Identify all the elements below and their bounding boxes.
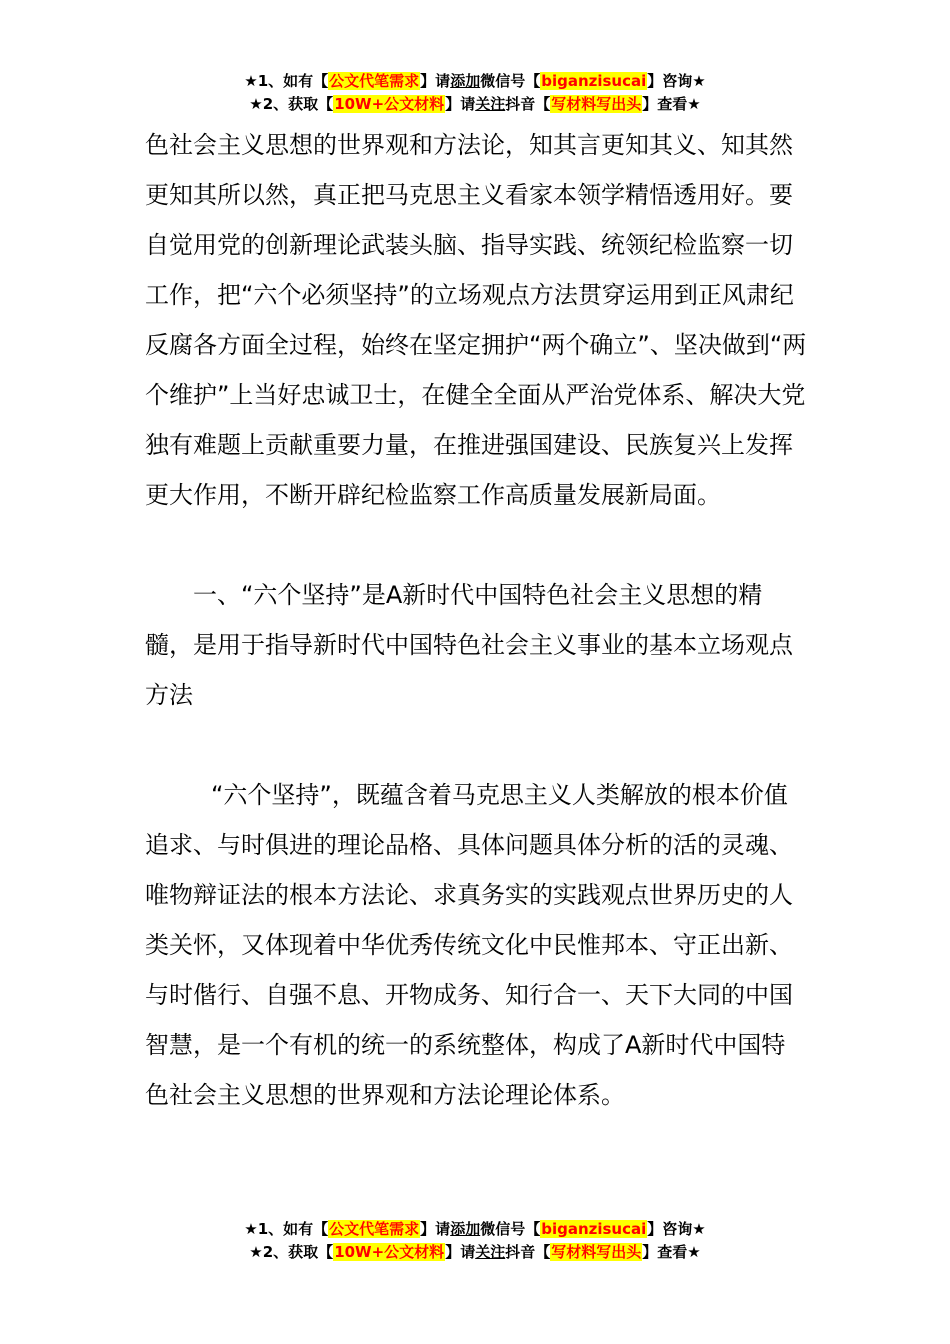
banner-text: ★1、如有【: [244, 1220, 329, 1238]
highlight-wechat-id: biganzisucai: [541, 1220, 647, 1238]
banner-underlined-text: 关注: [475, 95, 506, 113]
banner-underlined-text: 关注: [475, 1243, 506, 1261]
banner-line-2: [0, 1241, 950, 1264]
banner-underlined-text: 添加: [450, 1220, 481, 1238]
highlight-douyin-account: 写材料写出头: [551, 95, 642, 113]
banner-text: 微信号【: [480, 1220, 541, 1238]
banner-text: 】请: [420, 1220, 451, 1238]
document-body: [145, 120, 807, 1120]
banner-underlined-text: 添加: [450, 72, 481, 90]
banner-text: ★1、如有【: [244, 72, 329, 90]
banner-line-2: [0, 93, 950, 116]
banner-text: 】请: [420, 72, 451, 90]
section-heading: 一、“六个坚持”是A新时代中国特色社会主义思想的精髓，是用于指导新时代中国特色社会主义事业的基本立场观点方法: [145, 581, 793, 709]
highlight-douyin-account: 写材料写出头: [551, 1243, 642, 1261]
highlight-materials: 10W+公文材料: [334, 95, 445, 113]
banner-text: 】咨询★: [647, 72, 706, 90]
paragraph: “六个坚持”，既蕴含着马克思主义人类解放的根本价值追求、与时俱进的理论品格、具体问题具体分析的活的灵魂、唯物辩证法的根本方法论、求真务实的实践观点世界历史的人类关怀，又体现着中华优秀传统文化中民惟邦本、守正出新、与时偕行、自强不息、开物成务、知行合一、天下大同的中国智慧，是一个有机的统一的系统整体，构成了A新时代中国特色社会主义思想的世界观和方法论理论体系。: [145, 781, 793, 1109]
banner-text: 】咨询★: [647, 1220, 706, 1238]
banner-text: 】请: [445, 1243, 476, 1261]
highlight-wechat-id: biganzisucai: [541, 72, 647, 90]
bottom-banner: [0, 1218, 950, 1264]
banner-text: 】查看★: [642, 95, 701, 113]
banner-text: 抖音【: [505, 95, 551, 113]
banner-text: ★2、获取【: [249, 1243, 334, 1261]
banner-text: 微信号【: [480, 72, 541, 90]
banner-text: 抖音【: [505, 1243, 551, 1261]
paragraph-continued: 色社会主义思想的世界观和方法论，知其言更知其义、知其然更知其所以然，真正把马克思主义看家本领学精悟透用好。要自觉用党的创新理论武装头脑、指导实践、统领纪检监察一切工作，把“六个必须坚持”的立场观点方法贯穿运用到正风肃纪反腐各方面全过程，始终在坚定拥护“两个确立”、坚决做到“两个维护”上当好忠诚卫士，在健全全面从严治党体系、解决大党独有难题上贡献重要力量，在推进强国建设、民族复兴上发挥更大作用，不断开辟纪检监察工作高质量发展新局面。: [145, 131, 807, 509]
banner-text: 】请: [445, 95, 476, 113]
banner-text: 】查看★: [642, 1243, 701, 1261]
highlight-materials: 10W+公文材料: [334, 1243, 445, 1261]
banner-line-1: [0, 70, 950, 93]
highlight-service: 公文代笔需求: [329, 72, 420, 90]
top-banner: [0, 70, 950, 116]
banner-line-1: [0, 1218, 950, 1241]
banner-text: ★2、获取【: [249, 95, 334, 113]
highlight-service: 公文代笔需求: [329, 1220, 420, 1238]
